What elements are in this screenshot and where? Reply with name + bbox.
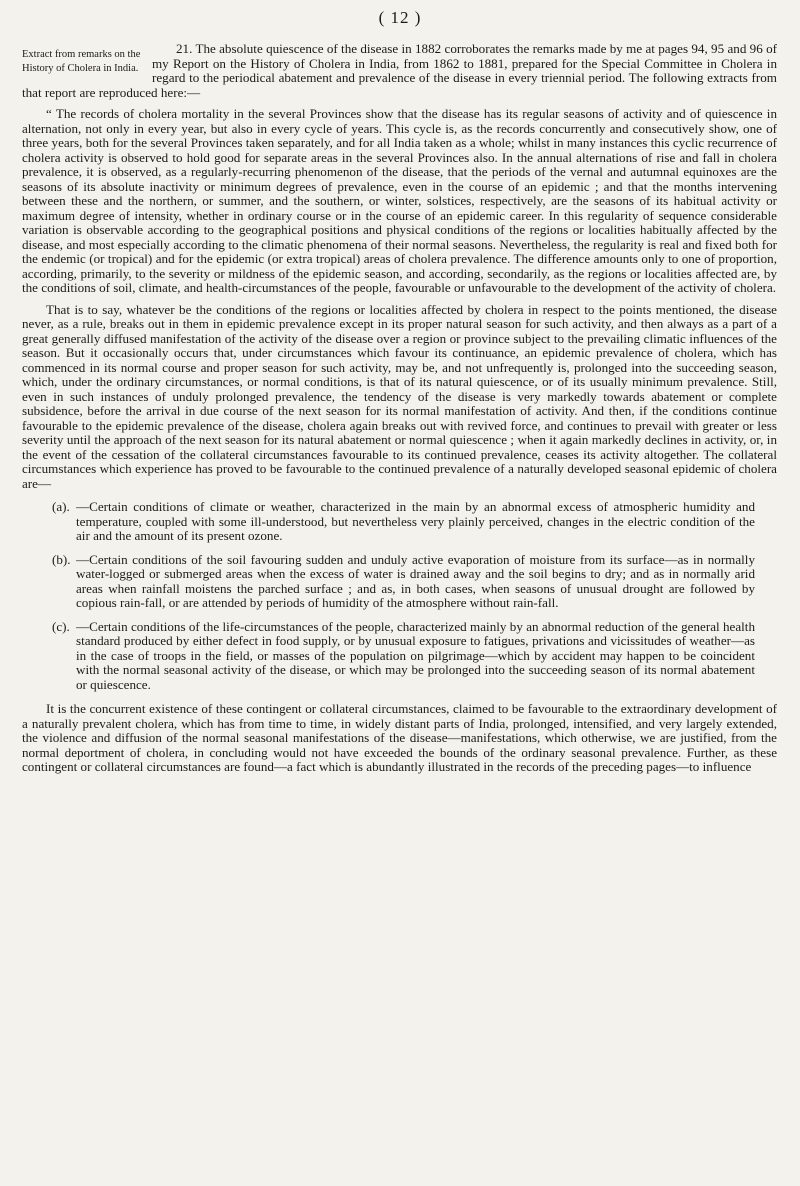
page-number: ( 12 )	[378, 8, 422, 27]
condition-text: —Certain conditions of the life-circumstances of the people, characterized mainly by an abnormal reduction of the general health standard produced by either defect in food supply, or by unusual exposure to fatigues, privations and vicissitudes of weather—as in the case of troops in the field, or masses of the population on pilgrimage—which by accident may happen to be coincident with the normal seasonal activity of the disease, or which may be prolonged into the succeeding season of its normal abatement or quiescence.	[76, 618, 755, 692]
condition-label: (b).	[52, 551, 71, 567]
closing-paragraph: It is the concurrent existence of these contingent or collateral circumstances, claimed to be favourable to the extraordinary development of a naturally prevalent cholera, which has from time to time, in widely distant parts of India, prolonged, intensified, and very largely extended, the violence and diffusion of the normal seasonal manifestations of the disease—manifestations, which otherwise, we are justified, from the normal deportment of cholera, in concluding would not have exceeded the bounds of the ordinary seasonal prevalence. Further, as these contingent or collateral circumstances are found—a fact which is abundantly illustrated in the records of the preceding pages—to influence	[22, 701, 777, 774]
conditions-list	[22, 500, 777, 692]
side-note: Extract from remarks on the History of Cholera in India.	[22, 49, 141, 74]
quote-paragraph-2: That is to say, whatever be the conditions of the regions or localities affected by cholera in respect to the points mentioned, the disease never, as a rule, breaks out in them in epidemic prevalence except in its proper natural season for such activity, and then always as a part of a great generally diffused manifestation of the activity of the disease over a region or province subject to the prevailing climatic influences of the season. But it occasionally occurs that, under circumstances which favour its continuance, an epidemic prevalence of cholera, which has commenced in its normal course and proper season for such activity, may be, and not unfrequently is, prolonged into the succeeding season, which, under the ordinary circumstances, or normal conditions, is that of its natural quiescence, or of its usually minimum prevalence. Still, even in such instances of unduly prolonged prevalence, the tendency of the disease is very markedly towards abatement or complete subsidence, before the arrival in due course of the next season for its normal manifestation of activity. And then, if the conditions continue favourable to the epidemic prevalence of the disease, cholera again breaks out with revived force, and continues to prevail with greater or less severity until the approach of the next season for its natural abatement or normal quiescence ; when it again markedly declines in activity, or, in the event of the cessation of the collateral circumstances favourable to its continued prevalence, ceases its activity altogether. The collateral circumstances which experience has proved to be favourable to the continued prevalence of a naturally developed seasonal epidemic of cholera are—	[22, 301, 777, 491]
condition-label: (c).	[52, 618, 70, 634]
condition-item-c	[22, 620, 777, 693]
paragraph-intro-text: 21. The absolute quiescence of the disease in 1882 corroborates the remarks made by me at pages 94, 95 and 96 of my Report on the History of Cholera in India, from 1862 to 1881, prepared for the Special Committee in Cholera in regard to the periodical abatement and prevalence of the disease in every triennial period. The following extracts from that report are reproduced here:—	[22, 41, 777, 100]
condition-text: —Certain conditions of climate or weather, characterized in the main by an abnormal excess of atmospheric humidity and temperature, coupled with some ill-understood, but nevertheless very plainly perceived, changes in the electric condition of the air and the amount of its present ozone.	[76, 499, 755, 543]
condition-text: —Certain conditions of the soil favouring sudden and unduly active evaporation of moisture from its surface—as in normally water-logged or submerged areas when the excess of water is drained away and the soil begins to dry; and as in normally arid areas when rainfall moistens the parched surface ; and as, in both cases, when seasons of unusual drought are followed by copious rain-fall, or are attended by periods of humidity of the atmosphere without rain-fall.	[76, 551, 755, 610]
condition-item-a	[22, 500, 777, 544]
paragraph-intro	[22, 42, 777, 100]
condition-label: (a).	[52, 499, 70, 514]
quote-paragraph-1: “ The records of cholera mortality in the several Provinces show that the disease has its regular seasons of activity and of quiescence in alternation, not only in every year, but also in every cycle of years. This cycle is, as the records concurrently and consecutively show, one of three years, both for the several Provinces taken separately, and for all India taken as a whole; whilst in many instances this cyclic recurrence of cholera activity is observed to hold good for separate areas in the several Provinces also. In the annual alternations of rise and fall in cholera prevalence, it is observed, as a regularly-recurring phenomenon of the disease, that the periods of the vernal and autumnal equinoxes are the seasons of its absolute inactivity or minimum degrees of prevalence, even in the course of an epidemic ; and that the months intervening between these and the northern, or summer, and the southern, or winter, solstices, respectively, are the seasons of its habitual activity or maximum degree of intensity, whether in ordinary course or in the course of an epidemic career. In this regularity of sequence considerable variation is observable according to the geographical positions and physical conditions of the regions or localities habitually affected by the disease, and most especially according to the climatic phenomena of their normal seasons. Nevertheless, the regularity is real and fixed both for the endemic (or tropical) and for the epidemic (or extra tropical) areas of cholera prevalence. The difference amounts only to one of proportion, according, primarily, to the severity or mildness of the epidemic season, and according, secondarily, as the regions or localities affected are, by the conditions of soil, climate, and health-circumstances of the people, favourable or unfavourable to the development of the activity of cholera.	[22, 106, 777, 295]
condition-item-b	[22, 553, 777, 611]
page-content	[22, 42, 777, 775]
